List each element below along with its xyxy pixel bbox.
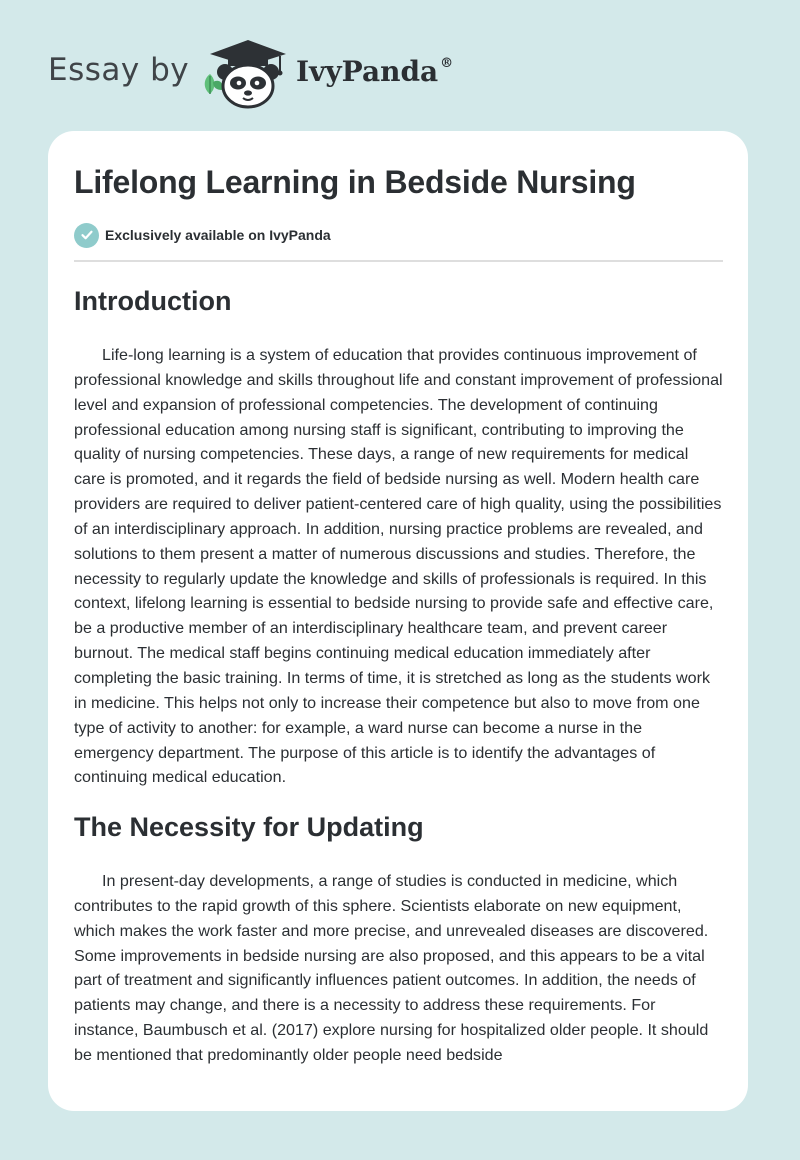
section-heading-necessity-for-updating: The Necessity for Updating <box>74 812 424 842</box>
section-heading-introduction: Introduction <box>74 286 232 316</box>
section-paragraph-introduction: Life-long learning is a system of education that provides continuous improvement of professional knowledge and skills throughout life and constant improvement of professional level and expansion of professional competencies. The development of continuing professional education among nursing staff is significant, contributing to improving the quality of nursing competencies. These days, a range of new requirements for medical care is promoted, and it regards the field of bedside nursing as well. Modern health care providers are required to deliver patient-centered care of high quality, using the possibilities of an interdisciplinary approach. In addition, nursing practice problems are revealed, and solutions to them present a matter of numerous discussions and studies. Therefore, the necessity to regularly update the knowledge and skills of professionals is required. In this context, lifelong learning is essential to bedside nursing to provide safe and effective care, be a productive member of an interdisciplinary healthcare team, and prevent career burnout. The medical staff begins continuing medical education immediately after completing the basic training. In terms of time, it is stretched as long as the students work in medicine. This helps not only to increase their competence but also to move from one type of activity to another: for example, a ward nurse can become a nurse in the emergency department. The purpose of this article is to identify the advantages of continuing medical education. <box>74 346 723 787</box>
check-icon <box>74 223 99 248</box>
brand-name[interactable] <box>296 55 453 88</box>
panda-graduate-logo-icon[interactable] <box>200 36 292 110</box>
site-header <box>0 0 800 120</box>
essay-card <box>48 131 748 1111</box>
registered-mark: ® <box>440 55 454 71</box>
exclusive-label: Exclusively available on IvyPanda <box>105 227 331 243</box>
essay-title: Lifelong Learning in Bedside Nursing <box>74 164 636 200</box>
brand-name-text: IvyPanda <box>296 55 439 88</box>
divider <box>74 260 723 262</box>
essay-by-label: Essay by <box>48 52 190 88</box>
exclusive-badge <box>74 222 331 248</box>
section-paragraph-necessity-for-updating: In present-day developments, a range of studies is conducted in medicine, which contributes to the rapid growth of this sphere. Scientists elaborate on new equipment, which makes the work faster and more precise, and unrevealed diseases are discovered. Some improvements in bedside nursing are also proposed, and this appears to be a vital part of treatment and significantly influences patient outcomes. In addition, the needs of patients may change, and there is a necessity to address these requirements. For instance, Baumbusch et al. (2017) explore nursing for hospitalized older people. It should be mentioned that predominantly older people need bedside <box>74 872 709 1064</box>
